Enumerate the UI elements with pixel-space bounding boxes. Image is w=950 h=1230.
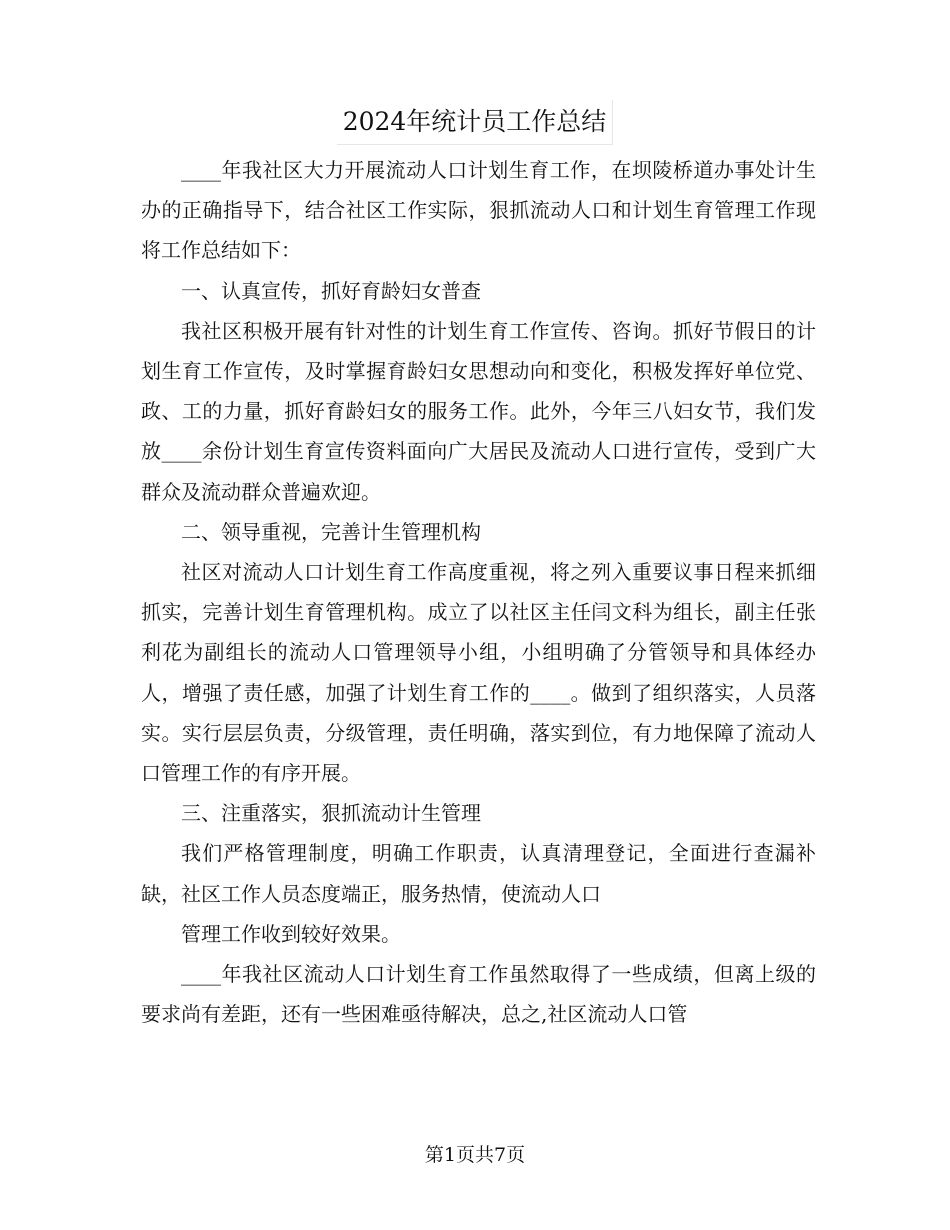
paragraph-summary: ____年我社区流动人口计划生育工作虽然取得了一些成绩，但离上级的要求尚有差距，还有一些困难亟待解决，总之,社区流动人口管	[141, 962, 816, 1027]
section-heading-1: 一、认真宣传，抓好育龄妇女普查	[181, 278, 481, 303]
section-heading-3: 三、注重落实，狠抓流动计生管理	[181, 801, 481, 826]
page-number-footer: 第1页共7页	[424, 1144, 526, 1166]
paragraph-leadership: 社区对流动人口计划生育工作高度重视，将之列入重要议事日程来抓细抓实，完善计划生育管理机构。成立了以社区主任闫文科为组长，副主任张利花为副组长的流动人口管理领导小组，小组明确了分管领导和具体经办人，增强了责任感，加强了计划生育工作的____。做到了组织落实，人员落实。实行层层负责，分级管理，责任明确，落实到位，有力地保障了流动人口管理工作的有序开展。	[141, 560, 816, 786]
paragraph-intro: ____年我社区大力开展流动人口计划生育工作，在坝陵桥道办事处计生办的正确指导下，结合社区工作实际，狠抓流动人口和计划生育管理工作现将工作总结如下：	[141, 158, 816, 263]
paragraph-implementation-cont: 管理工作收到较好效果。	[181, 921, 401, 946]
document-title: 2024年统计员工作总结	[337, 100, 614, 145]
paragraph-implementation: 我们严格管理制度，明确工作职责，认真清理登记，全面进行查漏补缺，社区工作人员态度端正，服务热情，使流动人口	[141, 841, 816, 906]
document-body	[141, 150, 816, 1034]
section-heading-2: 二、领导重视，完善计生管理机构	[181, 519, 481, 544]
title-container	[0, 100, 950, 145]
paragraph-publicity: 我社区积极开展有针对性的计划生育工作宣传、咨询。抓好节假日的计划生育工作宣传，及时掌握育龄妇女思想动向和变化，积极发挥好单位党、政、工的力量，抓好育龄妇女的服务工作。此外，今年三八妇女节，我们发放____余份计划生育宣传资料面向广大居民及流动人口进行宣传，受到广大群众及流动群众普遍欢迎。	[141, 318, 816, 504]
